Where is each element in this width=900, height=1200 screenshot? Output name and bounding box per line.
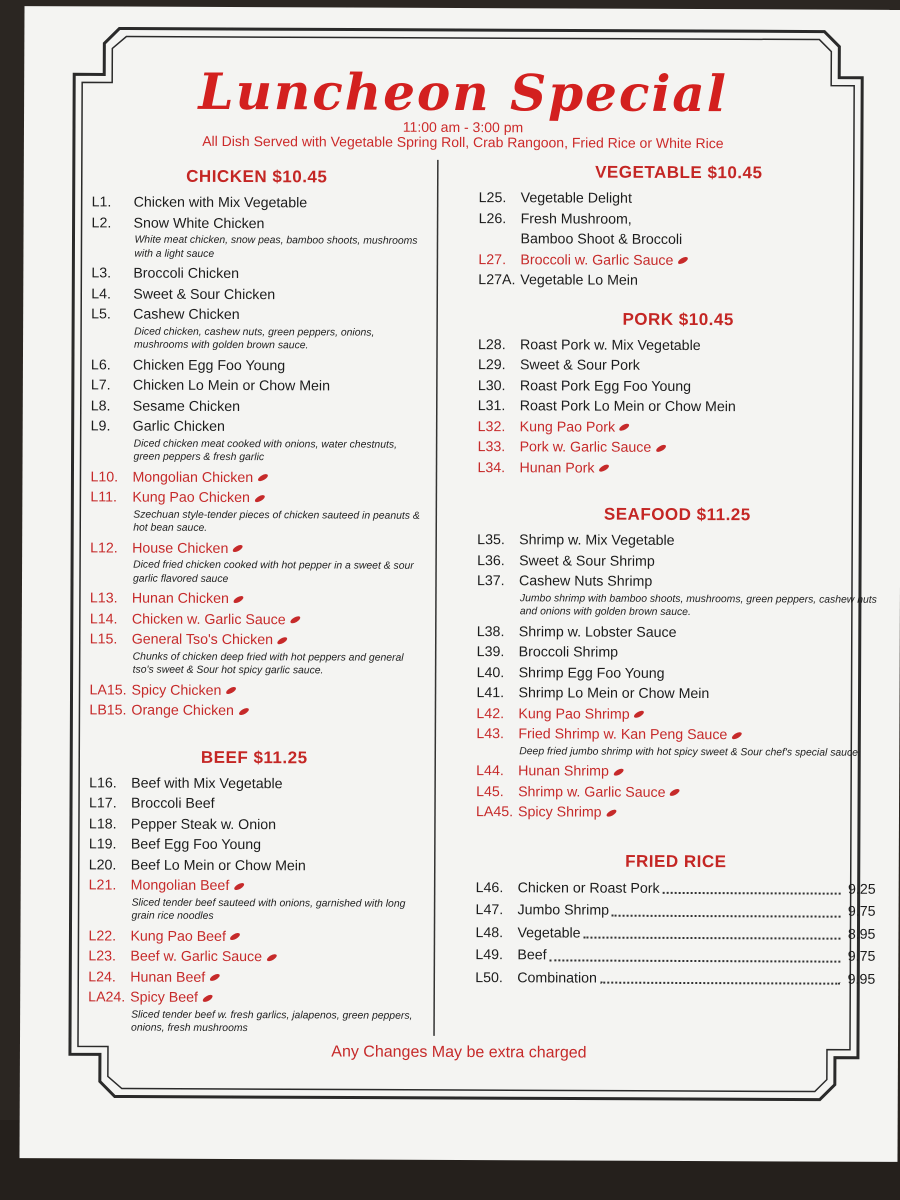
item-name-text: Hunan Chicken — [131, 590, 229, 607]
item-number: L16. — [89, 774, 117, 791]
item-name — [520, 229, 878, 251]
menu-item — [478, 417, 878, 439]
item-name-text: Garlic Chicken — [132, 418, 225, 435]
item-name — [131, 680, 419, 702]
item-price: 9.75 — [847, 948, 876, 965]
menu-item — [90, 588, 420, 610]
item-description: Diced chicken meat cooked with onions, water chestnuts, green peppers & fresh garlic — [133, 438, 398, 464]
pepper-icon — [209, 973, 221, 983]
item-price: 9.25 — [848, 881, 876, 898]
menu-item — [91, 284, 421, 306]
item-name-text: Sweet & Sour Shrimp — [519, 552, 655, 570]
item-name-text: Pepper Steak w. Onion — [130, 816, 277, 833]
chicken-list — [89, 192, 421, 722]
item-number: LA45. — [475, 804, 514, 821]
dot-leader — [550, 944, 841, 962]
menu-item — [478, 270, 878, 292]
item-name — [519, 571, 877, 593]
item-name — [520, 250, 878, 272]
fried-rice-item — [476, 899, 876, 923]
item-number: L38. — [476, 623, 505, 640]
item-name — [519, 663, 877, 685]
menu-item — [90, 609, 420, 631]
item-name — [520, 396, 878, 418]
menu-item — [478, 355, 878, 377]
item-name-text: Hunan Pork — [519, 459, 595, 477]
item-name — [520, 376, 878, 398]
vegetable-list — [478, 188, 878, 292]
item-name — [131, 701, 419, 723]
item-name — [520, 335, 878, 357]
item-number: L11. — [90, 489, 117, 506]
item-name-text: Broccoli Chicken — [133, 265, 240, 283]
item-number: L8. — [90, 397, 111, 414]
menu-item — [91, 416, 421, 438]
fried-rice-item — [475, 922, 875, 946]
section-heading-vegetable: VEGETABLE $10.45 — [595, 162, 763, 183]
item-description: Szechuan style-tender pieces of chicken sauteed in peanuts & hot bean sauce. — [133, 509, 420, 534]
item-number: L7. — [90, 377, 111, 394]
item-name — [519, 642, 877, 664]
item-name-text: Hunan Shrimp — [518, 763, 609, 780]
item-name-text: Fried Shrimp w. Kan Peng Sauce — [518, 726, 728, 744]
item-name-text: House Chicken — [132, 540, 229, 557]
item-name — [132, 488, 420, 510]
menu-item — [91, 355, 421, 377]
pepper-icon — [289, 615, 301, 625]
item-number: L32. — [477, 418, 506, 435]
item-number: L10. — [90, 468, 119, 486]
item-description: Diced chicken, cashew nuts, green peppers, onions, mushrooms with golden brown sauce. — [134, 326, 375, 352]
item-description: Sliced tender beef sauteed with onions, garnished with long grain rice noodles — [131, 897, 406, 922]
item-name — [134, 193, 422, 215]
pepper-icon — [633, 710, 645, 720]
item-name — [132, 467, 420, 489]
menu-item — [89, 680, 419, 702]
item-description: Deep fried jumbo shrimp with hot spicy sweet & Sour chef's special sauce. — [519, 745, 861, 759]
item-number: L18. — [88, 815, 117, 832]
item-name — [521, 209, 879, 231]
item-name-text: Pork w. Garlic Sauce — [519, 439, 652, 456]
column-divider — [434, 160, 438, 1036]
left-column — [88, 156, 422, 1039]
dot-leader — [600, 967, 840, 985]
item-name-text: Beef w. Garlic Sauce — [130, 948, 263, 966]
pepper-icon — [237, 706, 249, 716]
item-name-text: Mongolian Beef — [130, 877, 230, 894]
menu-item — [478, 376, 878, 398]
menu-item — [92, 192, 422, 214]
item-number: L19. — [88, 836, 117, 853]
item-name-text: Orange Chicken — [131, 702, 235, 720]
menu-item — [89, 700, 419, 722]
item-name — [131, 794, 419, 816]
item-name-text: Broccoli w. Garlic Sauce — [520, 251, 674, 269]
menu-item — [478, 335, 878, 357]
item-name — [521, 188, 879, 210]
item-name-text: Kung Pao Pork — [519, 418, 616, 436]
menu-item — [90, 538, 420, 560]
hours-text: 11:00 am - 3:00 pm — [402, 118, 524, 136]
pepper-icon — [669, 788, 681, 798]
item-number: L36. — [477, 552, 505, 569]
menu-item — [478, 437, 878, 459]
item-name-text: General Tso's Chicken — [131, 631, 274, 649]
item-name — [518, 761, 876, 783]
menu-item — [478, 229, 878, 251]
pepper-icon — [266, 953, 278, 963]
item-number: L27. — [478, 251, 507, 268]
dot-leader — [612, 900, 841, 917]
item-name — [518, 704, 876, 726]
item-number: L44. — [476, 763, 504, 780]
pepper-icon — [731, 731, 743, 741]
menu-item — [91, 263, 421, 285]
dot-leader — [663, 877, 841, 894]
menu-item — [90, 467, 420, 489]
item-name-text: Hunan Beef — [130, 969, 206, 986]
menu-item — [91, 375, 421, 397]
pepper-icon — [677, 256, 689, 266]
item-name-text: Bamboo Shoot & Broccoli — [520, 231, 683, 248]
item-name — [134, 213, 422, 235]
item-number: L37. — [476, 573, 505, 590]
menu-item — [477, 571, 877, 593]
item-name-text: Cashew Nuts Shrimp — [518, 573, 653, 590]
item-name-text: Roast Pork Lo Mein or Chow Mein — [519, 398, 736, 416]
footer-note: Any Changes May be extra charged — [331, 1043, 587, 1062]
item-name-text: Shrimp Egg Foo Young — [518, 664, 665, 682]
item-name-text: Sweet & Sour Chicken — [133, 286, 276, 303]
item-name — [518, 683, 876, 705]
item-number: L4. — [91, 285, 112, 302]
menu-item — [476, 683, 876, 705]
menu-item — [476, 782, 876, 804]
item-name-text: Kung Pao Beef — [130, 928, 226, 945]
item-number: L48. — [475, 924, 504, 941]
item-name — [520, 270, 878, 292]
item-number: L30. — [477, 377, 506, 394]
subtitle-text: All Dish Served with Vegetable Spring Roll, Crab Rangoon, Fried Rice or White Rice — [202, 132, 724, 152]
fried-rice-item — [475, 967, 875, 991]
item-name-text: Chicken w. Garlic Sauce — [131, 611, 286, 628]
item-name — [131, 814, 419, 836]
menu-item — [88, 987, 418, 1009]
item-number: L43. — [476, 726, 505, 743]
item-name-text: Shrimp w. Lobster Sauce — [518, 623, 677, 641]
menu-item — [477, 622, 877, 644]
menu-item — [88, 946, 418, 968]
menu-item — [477, 663, 877, 685]
section-heading-beef: BEEF $11.25 — [200, 747, 308, 767]
item-name-text: Kung Pao Shrimp — [518, 705, 630, 723]
item-description: Diced fried chicken cooked with hot pepper in a sweet & sour garlic flavored sauce — [132, 559, 414, 585]
item-name-text: Broccoli Shrimp — [518, 644, 619, 661]
item-number: L1. — [91, 194, 112, 211]
item-number: L34. — [477, 459, 506, 476]
item-name-text: Chicken Egg Foo Young — [132, 357, 286, 374]
item-name: Chicken or Roast Pork — [517, 879, 660, 897]
item-number: L28. — [478, 336, 506, 353]
pork-list — [477, 335, 878, 480]
pepper-icon — [232, 544, 244, 554]
item-name-text: Roast Pork Egg Foo Young — [519, 377, 692, 395]
item-number: L29. — [477, 357, 506, 374]
item-number: L14. — [89, 610, 118, 628]
pepper-icon — [655, 443, 667, 453]
menu-item — [92, 213, 422, 235]
item-name-text: Roast Pork w. Mix Vegetable — [520, 336, 701, 354]
menu-item — [477, 642, 877, 664]
item-name-text: Mongolian Chicken — [132, 469, 254, 486]
item-description: Jumbo shrimp with bamboo shoots, mushrooms, green peppers, cashew nuts and onions with golden brown sauce. — [519, 592, 877, 619]
menu-item — [91, 304, 421, 326]
item-number: L12. — [90, 539, 118, 557]
pepper-icon — [232, 594, 244, 604]
item-name — [518, 724, 876, 746]
item-name — [131, 855, 419, 877]
item-name-text: Vegetable Lo Mein — [520, 272, 638, 289]
menu-title: Luncheon Special — [198, 61, 728, 124]
item-number: L15. — [89, 631, 118, 648]
item-name — [130, 988, 418, 1010]
item-number: L24. — [88, 968, 116, 985]
menu-item — [90, 629, 420, 651]
item-name — [132, 589, 420, 611]
fried-rice-list — [475, 877, 875, 991]
item-number: L2. — [91, 214, 112, 231]
item-number: L49. — [475, 947, 504, 964]
menu-item — [89, 834, 419, 856]
item-name-text: Chicken Lo Mein or Chow Mein — [132, 377, 331, 395]
menu-item — [476, 724, 876, 746]
item-name-text: Snow White Chicken — [133, 215, 265, 232]
menu-item — [476, 802, 876, 824]
item-name: Jumbo Shrimp — [517, 902, 610, 919]
pepper-icon — [229, 932, 241, 942]
item-name — [133, 284, 421, 306]
menu-item — [477, 458, 877, 480]
menu-item — [477, 551, 877, 573]
item-price: 9.75 — [847, 903, 876, 920]
item-name — [519, 622, 877, 644]
item-name-text: Kung Pao Chicken — [132, 489, 250, 507]
seafood-list — [476, 530, 877, 824]
item-number: L31. — [477, 398, 506, 415]
item-name-text: Spicy Shrimp — [517, 804, 602, 821]
item-name: Combination — [517, 969, 597, 987]
item-number — [478, 229, 520, 250]
menu-item — [478, 250, 878, 272]
pepper-icon — [276, 636, 288, 646]
item-number: L13. — [89, 590, 118, 607]
section-heading-pork: PORK $10.45 — [622, 309, 734, 329]
item-name — [519, 530, 877, 552]
item-number: LA15. — [89, 681, 127, 699]
item-number: LB15. — [89, 702, 127, 719]
menu-item — [88, 967, 418, 989]
pepper-icon — [253, 493, 265, 503]
item-price: 9.95 — [847, 971, 876, 988]
item-number: L22. — [88, 927, 117, 944]
section-heading-chicken: CHICKEN $10.45 — [186, 166, 328, 187]
item-price: 8.95 — [847, 926, 876, 943]
item-name — [518, 782, 876, 804]
item-name — [133, 264, 421, 286]
item-name-text: Vegetable Delight — [520, 190, 632, 207]
item-name-text: Sweet & Sour Pork — [519, 357, 640, 374]
pepper-icon — [605, 808, 617, 818]
menu-item — [90, 487, 420, 509]
item-number: L6. — [90, 356, 111, 373]
menu-item — [477, 530, 877, 552]
menu-item — [89, 814, 419, 836]
item-name — [518, 802, 876, 824]
item-number: L27A. — [478, 272, 516, 289]
fried-rice-item — [475, 944, 875, 968]
item-name-text: Fresh Mushroom, — [520, 210, 632, 228]
item-number: L35. — [477, 532, 505, 549]
item-name — [131, 835, 419, 857]
item-number: L17. — [89, 795, 117, 812]
item-name — [131, 773, 419, 795]
item-name — [519, 551, 877, 573]
pepper-icon — [225, 686, 237, 696]
item-number: L23. — [88, 948, 117, 965]
item-name — [132, 538, 420, 560]
item-name: Beef — [517, 947, 547, 964]
fried-rice-item — [476, 877, 876, 901]
item-name-text: Sesame Chicken — [132, 398, 241, 415]
item-name — [132, 630, 420, 652]
item-name-text: Beef Egg Foo Young — [130, 836, 262, 854]
pepper-icon — [598, 463, 610, 473]
item-description: Chunks of chicken deep fried with hot peppers and general tso's sweet & Sour hot spicy garlic sauce. — [132, 651, 404, 677]
item-number: L42. — [476, 705, 505, 722]
item-name-text: Broccoli Beef — [131, 795, 215, 812]
item-number: L50. — [475, 969, 503, 986]
item-name: Vegetable — [517, 924, 581, 942]
item-number: L5. — [91, 306, 111, 323]
beef-list — [88, 773, 419, 1036]
menu-item — [89, 875, 419, 897]
item-description: Sliced tender beef w. fresh garlics, jalapenos, green peppers, onions, fresh mushrooms — [131, 1009, 413, 1035]
pepper-icon — [619, 423, 631, 433]
menu-item — [91, 396, 421, 418]
item-name-text: Chicken with Mix Vegetable — [133, 194, 308, 212]
item-name — [133, 376, 421, 398]
item-number: L41. — [476, 685, 505, 702]
item-number: L40. — [476, 664, 505, 681]
menu-page — [19, 6, 900, 1162]
item-name — [132, 609, 420, 631]
section-heading-seafood: SEAFOOD $11.25 — [603, 504, 751, 525]
item-number: L20. — [88, 856, 117, 873]
item-number: L21. — [88, 877, 117, 894]
item-name — [520, 417, 878, 439]
menu-item — [89, 793, 419, 815]
item-name — [133, 355, 421, 377]
item-name-text: Shrimp Lo Mein or Chow Mein — [518, 685, 710, 703]
item-number: L9. — [90, 418, 111, 435]
item-description: White meat chicken, snow peas, bamboo shoots, mushrooms with a light sauce — [134, 234, 418, 260]
item-name — [133, 417, 421, 439]
item-number: L33. — [477, 439, 506, 456]
menu-item — [478, 396, 878, 418]
pepper-icon — [257, 473, 269, 483]
item-number: L46. — [475, 879, 504, 896]
item-name-text: Beef Lo Mein or Chow Mein — [130, 857, 306, 874]
dot-leader — [584, 922, 841, 940]
menu-item — [89, 773, 419, 795]
menu-item — [476, 761, 876, 783]
right-column — [475, 158, 879, 991]
pepper-icon — [612, 767, 624, 777]
item-number: L25. — [478, 190, 507, 207]
section-heading-fried-rice: FRIED RICE — [625, 851, 727, 871]
item-number: L3. — [91, 265, 112, 282]
item-number: LA24. — [88, 989, 126, 1006]
item-name-text: Spicy Beef — [130, 989, 199, 1006]
item-name — [133, 396, 421, 418]
item-name — [130, 926, 418, 948]
item-number: L39. — [476, 644, 505, 661]
item-name — [130, 967, 418, 989]
item-name-text: Cashew Chicken — [133, 306, 240, 324]
pepper-icon — [233, 881, 245, 891]
item-number: L45. — [476, 783, 504, 800]
menu-item — [89, 855, 419, 877]
menu-item — [479, 188, 879, 210]
item-name — [131, 876, 419, 898]
item-name — [520, 355, 878, 377]
menu-item — [88, 926, 418, 948]
item-number: L47. — [475, 902, 504, 919]
item-name — [130, 947, 418, 969]
item-name — [520, 437, 878, 459]
item-name-text: Shrimp w. Mix Vegetable — [519, 532, 675, 549]
item-name — [519, 458, 877, 480]
menu-item — [479, 209, 879, 231]
item-name-text: Beef with Mix Vegetable — [131, 775, 283, 792]
menu-item — [476, 704, 876, 726]
pepper-icon — [202, 993, 214, 1003]
item-name — [133, 305, 421, 327]
item-name-text: Spicy Chicken — [131, 682, 222, 699]
item-number: L26. — [478, 210, 507, 227]
item-name-text: Shrimp w. Garlic Sauce — [518, 783, 666, 801]
